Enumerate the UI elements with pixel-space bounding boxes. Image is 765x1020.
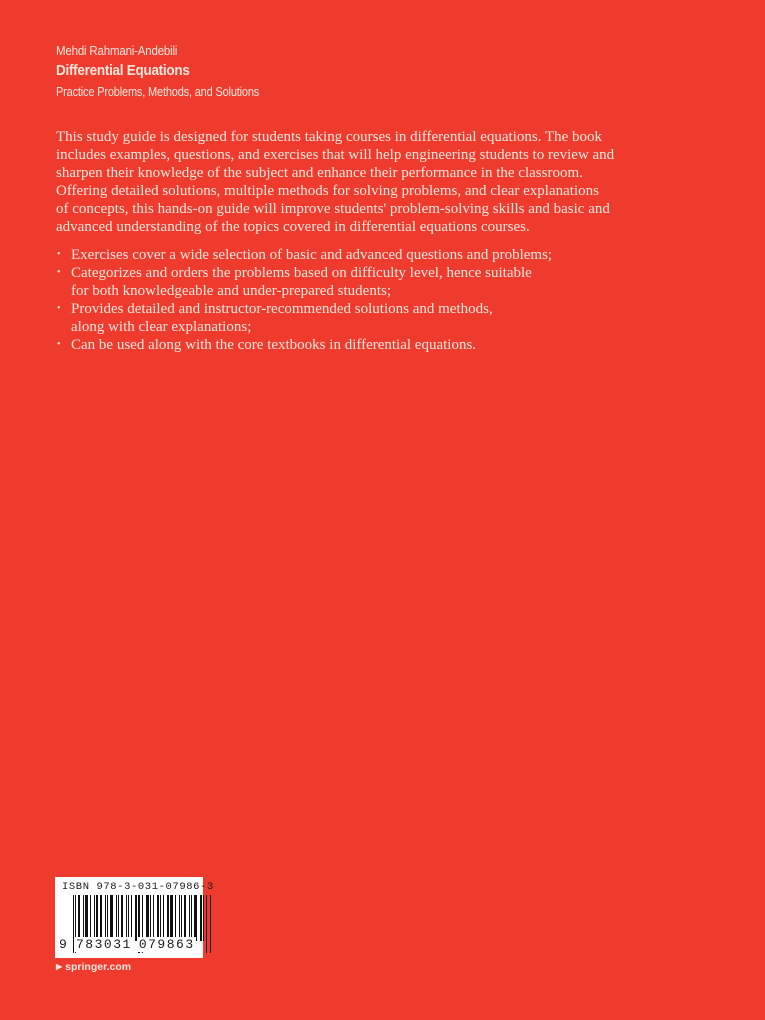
bullet-icon: • [57, 267, 61, 278]
blurb-line: Offering detailed solutions, multiple methods for solving problems, and clear explanations [56, 183, 599, 199]
blurb-line: sharpen their knowledge of the subject and enhance their performance in the classroom. [56, 165, 583, 181]
blurb-paragraph [56, 128, 616, 236]
blurb-line: of concepts, this hands-on guide will improve students' problem-solving skills and basic and [56, 201, 610, 217]
feature-item: • Exercises cover a wide selection of basic and advanced questions and problems; [57, 247, 553, 263]
book-title: Differential Equations [56, 62, 190, 79]
author-name: Mehdi Rahmani-Andebili [56, 44, 178, 58]
book-subtitle: Practice Problems, Methods, and Solutions [56, 85, 260, 99]
bullet-icon: • [57, 303, 61, 314]
isbn-label: ISBN 978-3-031-07986-3 [62, 881, 214, 893]
feature-item: • Categorizes and orders the problems based on difficulty level, hence suitable for both knowledgeable and under-prepared students; [57, 265, 532, 299]
springer-link[interactable] [56, 961, 131, 973]
feature-list [56, 246, 552, 354]
feature-item: • Can be used along with the core textbooks in differential equations. [57, 337, 477, 353]
bullet-icon: • [57, 249, 61, 260]
isbn-barcode [55, 877, 214, 958]
blurb-line: This study guide is designed for students taking courses in differential equations. The book [56, 129, 603, 145]
barcode-digits: 9 783031 079863 [59, 937, 195, 952]
blurb-line: includes examples, questions, and exercises that will help engineering students to review and [56, 147, 615, 163]
bullet-icon: • [57, 339, 61, 350]
springer-link-label: springer.com [65, 961, 132, 973]
feature-item: • Provides detailed and instructor-recommended solutions and methods, along with clear explanations; [57, 301, 493, 335]
play-arrow-icon: ▶ [56, 962, 63, 971]
blurb-line: advanced understanding of the topics covered in differential equations courses. [56, 219, 530, 235]
